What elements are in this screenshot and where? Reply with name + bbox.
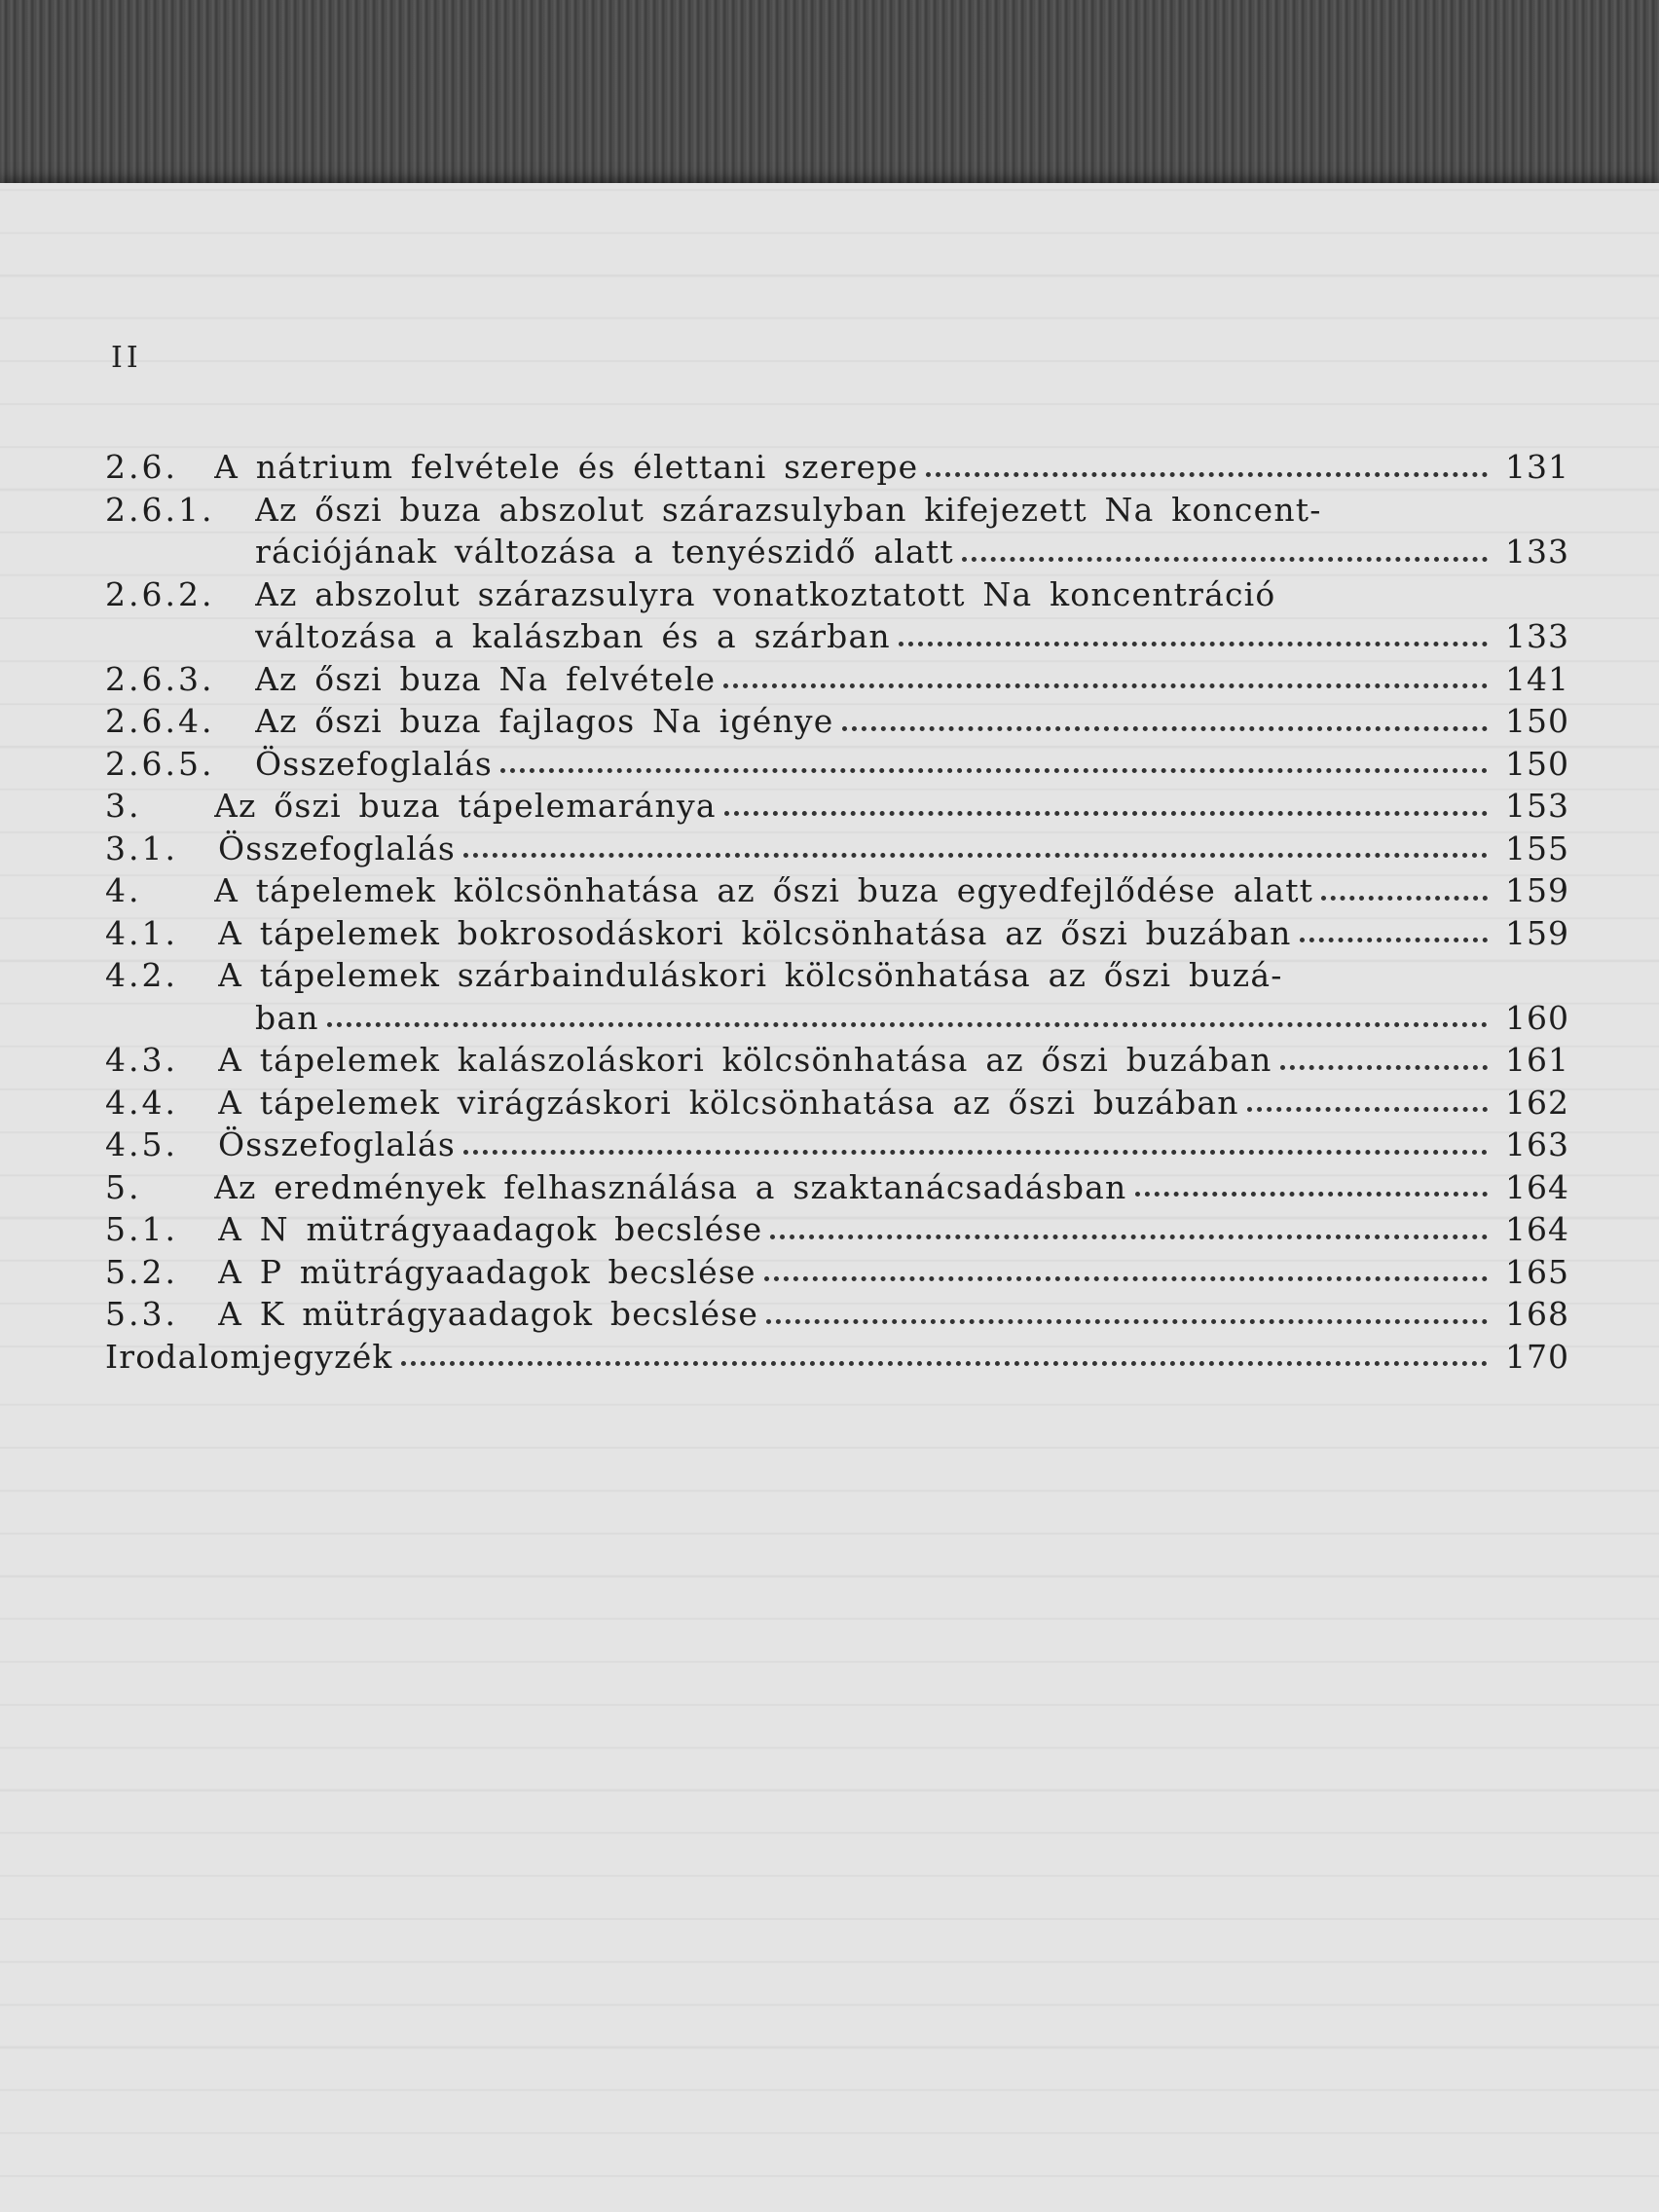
toc-entry [105, 743, 1569, 786]
toc-entry-page: 153 [1505, 787, 1569, 825]
toc-entry-page: 159 [1505, 913, 1569, 952]
toc-entry [105, 828, 1569, 870]
dot-leader [463, 853, 1488, 858]
dot-leader [723, 683, 1488, 688]
toc-entry-title: A P mütrágyaadagok becslése [218, 1252, 756, 1291]
toc-entry-page: 162 [1505, 1083, 1569, 1122]
toc-entry [105, 1336, 1569, 1379]
toc-entry-page: 150 [1505, 744, 1569, 783]
dot-leader [327, 1022, 1488, 1027]
toc-entry-page: 160 [1505, 998, 1569, 1037]
toc-entry-number: 3. [105, 787, 142, 825]
toc-entry-number: 2.6. [105, 448, 178, 486]
toc-entry [105, 869, 1569, 912]
toc-entry-title-line2: ban [255, 998, 319, 1037]
toc-entry-number: 5. [105, 1167, 142, 1206]
background-surface [0, 0, 1659, 195]
dot-leader [500, 768, 1488, 773]
dot-leader [770, 1235, 1488, 1239]
toc-entry-title: Az őszi buza abszolut szárazsulyban kifejezett Na koncent- [255, 490, 1322, 529]
toc-entry-title: A tápelemek kölcsönhatása az őszi buza egyedfejlődése alatt [214, 871, 1314, 909]
toc-entry-continuation [105, 615, 1569, 658]
toc-entry-page: 170 [1505, 1337, 1569, 1376]
toc-entry-title: Az őszi buza fajlagos Na igénye [255, 702, 834, 740]
toc-entry-continuation [105, 997, 1569, 1040]
toc-entry-number: 2.6.3. [105, 659, 215, 698]
toc-entry-number: 4.3. [105, 1041, 178, 1079]
toc-entry-number: 5.3. [105, 1295, 178, 1333]
toc-entry-number: 5.1. [105, 1210, 178, 1248]
toc-entry-continuation [105, 531, 1569, 573]
toc-entry [105, 1124, 1569, 1166]
toc-entry-page: 165 [1505, 1252, 1569, 1291]
toc-entry-title: A K mütrágyaadagok becslése [218, 1295, 759, 1333]
toc-entry-page: 161 [1505, 1041, 1569, 1079]
toc-entry-page: 159 [1505, 871, 1569, 909]
toc-entry-page: 133 [1505, 533, 1569, 571]
toc-entry [105, 1082, 1569, 1124]
dot-leader [842, 726, 1488, 731]
toc-entry [105, 912, 1569, 955]
toc-entry-title: A tápelemek bokrosodáskori kölcsönhatása az őszi buzában [218, 913, 1292, 952]
dot-leader [926, 472, 1488, 477]
dot-leader [1135, 1192, 1489, 1197]
dot-leader [962, 557, 1488, 562]
dot-leader [724, 811, 1488, 816]
toc-entry [105, 954, 1562, 997]
dot-leader [1321, 896, 1488, 901]
toc-entry [105, 1208, 1569, 1251]
toc-entry-number: 5.2. [105, 1252, 178, 1291]
toc-entry-page: 164 [1505, 1167, 1569, 1206]
book-page [0, 183, 1659, 2212]
page-number: II [111, 341, 142, 375]
toc-entry-title-line2: változása a kalászban és a szárban [255, 617, 891, 655]
toc-entry-page: 141 [1505, 659, 1569, 698]
toc-entry [105, 1039, 1569, 1082]
toc-entry-title-line2: rációjának változása a tenyészidő alatt [255, 533, 954, 571]
toc-entry-number: 2.6.2. [105, 574, 215, 613]
toc-entry [105, 1166, 1569, 1209]
toc-entry-number: 3.1. [105, 829, 178, 867]
toc-entry-title: Összefoglalás [218, 829, 457, 867]
toc-entry-page: 155 [1505, 829, 1569, 867]
dot-leader [1247, 1107, 1488, 1112]
toc-entry-title: A tápelemek szárbainduláskori kölcsönhatása az őszi buzá- [218, 956, 1283, 994]
dot-leader [764, 1276, 1488, 1281]
toc-entry [105, 573, 1562, 616]
toc-entry-title: Az abszolut szárazsulyra vonatkoztatott Na koncentráció [255, 574, 1276, 613]
toc-entry-title: Irodalomjegyzék [105, 1337, 393, 1376]
toc-entry [105, 658, 1569, 701]
toc-entry [105, 489, 1562, 532]
toc-entry-page: 163 [1505, 1125, 1569, 1163]
table-of-contents [105, 446, 1569, 1378]
toc-entry-title: Az őszi buza tápelemaránya [214, 787, 717, 825]
toc-entry-number: 2.6.1. [105, 490, 215, 529]
toc-entry [105, 1251, 1569, 1294]
toc-entry-title: Az eredmények felhasználása a szaktanácsadásban [214, 1167, 1127, 1206]
toc-entry [105, 785, 1569, 828]
toc-entry-number: 4.1. [105, 913, 178, 952]
toc-entry [105, 1293, 1569, 1336]
toc-entry-title: A tápelemek virágzáskori kölcsönhatása az őszi buzában [218, 1083, 1239, 1122]
toc-entry-number: 4.2. [105, 956, 178, 994]
toc-entry-number: 2.6.4. [105, 702, 215, 740]
toc-entry-page: 150 [1505, 702, 1569, 740]
dot-leader [401, 1361, 1488, 1366]
dot-leader [766, 1319, 1488, 1324]
toc-entry-title: Összefoglalás [218, 1125, 457, 1163]
toc-entry-page: 133 [1505, 617, 1569, 655]
toc-entry-number: 4. [105, 871, 142, 909]
toc-entry-page: 131 [1505, 448, 1569, 486]
toc-entry-title: A N mütrágyaadagok becslése [218, 1210, 763, 1248]
toc-entry-number: 2.6.5. [105, 744, 215, 783]
toc-entry-title: Az őszi buza Na felvétele [255, 659, 717, 698]
dot-leader [1280, 1065, 1488, 1070]
toc-entry-number: 4.5. [105, 1125, 178, 1163]
toc-entry [105, 446, 1569, 489]
toc-entry-title: A tápelemek kalászoláskori kölcsönhatása az őszi buzában [218, 1041, 1272, 1079]
dot-leader [899, 642, 1488, 646]
toc-entry-title: Összefoglalás [255, 744, 494, 783]
toc-entry-page: 168 [1505, 1295, 1569, 1333]
toc-entry-title: A nátrium felvétele és élettani szerepe [214, 448, 919, 486]
toc-entry [105, 700, 1569, 743]
dot-leader [1300, 938, 1488, 942]
toc-entry-page: 164 [1505, 1210, 1569, 1248]
toc-entry-number: 4.4. [105, 1083, 178, 1122]
dot-leader [463, 1150, 1488, 1155]
